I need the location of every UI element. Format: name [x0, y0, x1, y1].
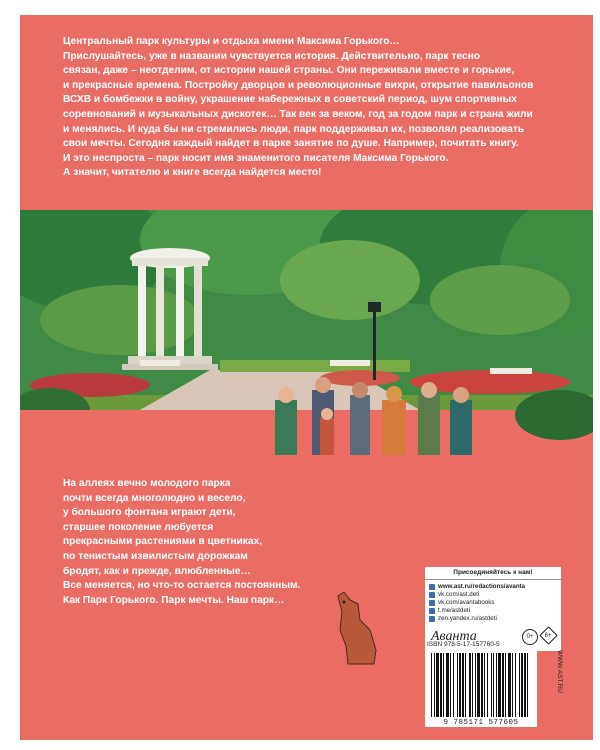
barcode-bar [505, 653, 506, 717]
barcode-bar [465, 653, 466, 717]
annotation-top [63, 35, 563, 181]
text-line: ВСХВ и бомбежки в войну, украшение набережных в советский период, шум спортивных [63, 94, 517, 106]
text-line: у большого фонтана играют дети, [63, 507, 236, 519]
barcode-bar [524, 653, 526, 717]
telegram-link[interactable]: t.me/astdeti [429, 607, 557, 615]
barcode-bar [515, 653, 516, 717]
vk-icon [429, 592, 435, 598]
barcode-bar [512, 653, 513, 717]
join-us-heading: Присоединяйтесь к нам! [425, 567, 561, 580]
vk-link-astdeti[interactable]: vk.com/ast.deti [429, 591, 557, 599]
marking-badge: 6+ [539, 626, 557, 644]
text-line: связан, даже – неотделим, от истории нашей страны. Они переживали вместе и горькие, [63, 65, 515, 77]
isbn: ISBN 978-5-17-157760-5 [427, 641, 500, 648]
dog-illustration [330, 590, 390, 665]
text-line: свои мечты. Сегодня каждый найдет в парке занятие по душе. Например, почитать книгу. [63, 138, 519, 150]
barcode-bar [450, 653, 451, 717]
barcode-bar [443, 653, 444, 717]
text-line: Прислушайтесь, уже в названии чувствуется история. Действительно, парк тесно [63, 50, 480, 62]
barcode-bar [453, 653, 454, 717]
zen-link[interactable]: zen.yandex.ru/astdeti [429, 615, 557, 623]
barcode-bar [498, 653, 501, 717]
text-line: соревнований и музыкальных дискотек… Так век за веком, год за годом парк и страна жили [63, 108, 533, 120]
barcode-bar [521, 653, 523, 717]
text-line: Центральный парк культуры и отдыха имени Максима Горького… [63, 36, 400, 47]
barcode-bar [459, 653, 461, 717]
side-url: WWW.AST.RU [556, 650, 563, 693]
text-line: И это неспроста – парк носит имя знаменитого писателя Максима Горького. [63, 152, 449, 164]
barcode-bar [527, 653, 528, 717]
barcode-bar [469, 653, 471, 717]
park-illustration [20, 210, 593, 460]
text-line: Все меняется, но что-то остается постоянным. [63, 580, 301, 592]
barcode-bar [484, 653, 485, 717]
barcode-bar [477, 653, 480, 717]
website-link[interactable]: www.ast.ru/redactions/avanta [429, 583, 557, 591]
book-back-cover [20, 15, 593, 740]
barcode-bar [487, 653, 488, 717]
text-line: и прекрасные времена. Постройку дворцов и революционные вихри, открытие павильонов [63, 79, 534, 91]
barcode-bar [475, 653, 476, 717]
barcode-bar [440, 653, 442, 717]
barcode-bar [431, 653, 432, 717]
text-line: А значит, читателю и книге всегда найдется место! [63, 167, 322, 179]
barcode-bar [481, 653, 483, 717]
text-line: и менялись. И куда бы ни стремились люди, парк поддерживал их, позволял реализовать [63, 123, 525, 135]
annotation-bottom [63, 477, 463, 608]
age-badges [522, 629, 555, 645]
barcode-bar [508, 653, 511, 717]
barcode-bar [493, 653, 494, 717]
barcode-bar [462, 653, 464, 717]
telegram-icon [429, 608, 435, 614]
vk-link-avantabooks[interactable]: vk.com/avantabooks [429, 599, 557, 607]
text-line: На аллеях вечно молодого парка [63, 478, 231, 489]
text-line: Как Парк Горького. Парк мечты. Наш парк… [63, 594, 285, 606]
barcode-bar [446, 653, 449, 717]
barcode-bar [436, 653, 439, 717]
barcode-bar [434, 653, 435, 717]
social-links [425, 580, 561, 625]
text-line: прекрасными растениями в цветниках, [63, 536, 263, 548]
globe-icon [429, 584, 435, 590]
text-line: почти всегда многолюдно и весело, [63, 492, 246, 504]
text-line: бродят, как и прежде, влюбленные… [63, 565, 251, 577]
barcode-bar [496, 653, 497, 717]
barcode-number: 9 785171 577605 [425, 719, 537, 727]
text-line: старшее поколение любуется [63, 521, 214, 533]
age-rating-badge: 0+ [522, 629, 538, 645]
vk-icon [429, 600, 435, 606]
avanta-logo: Аванта [431, 629, 477, 644]
barcode-bar [472, 653, 473, 717]
publisher-info [425, 567, 561, 651]
barcode [425, 651, 537, 719]
text-line: по тенистым извилистым дорожкам [63, 550, 248, 562]
barcode-bar [519, 653, 520, 717]
barcode-bar [457, 653, 458, 717]
barcode-bar [502, 653, 504, 717]
barcode-bar [491, 653, 492, 717]
zen-icon [429, 616, 435, 622]
